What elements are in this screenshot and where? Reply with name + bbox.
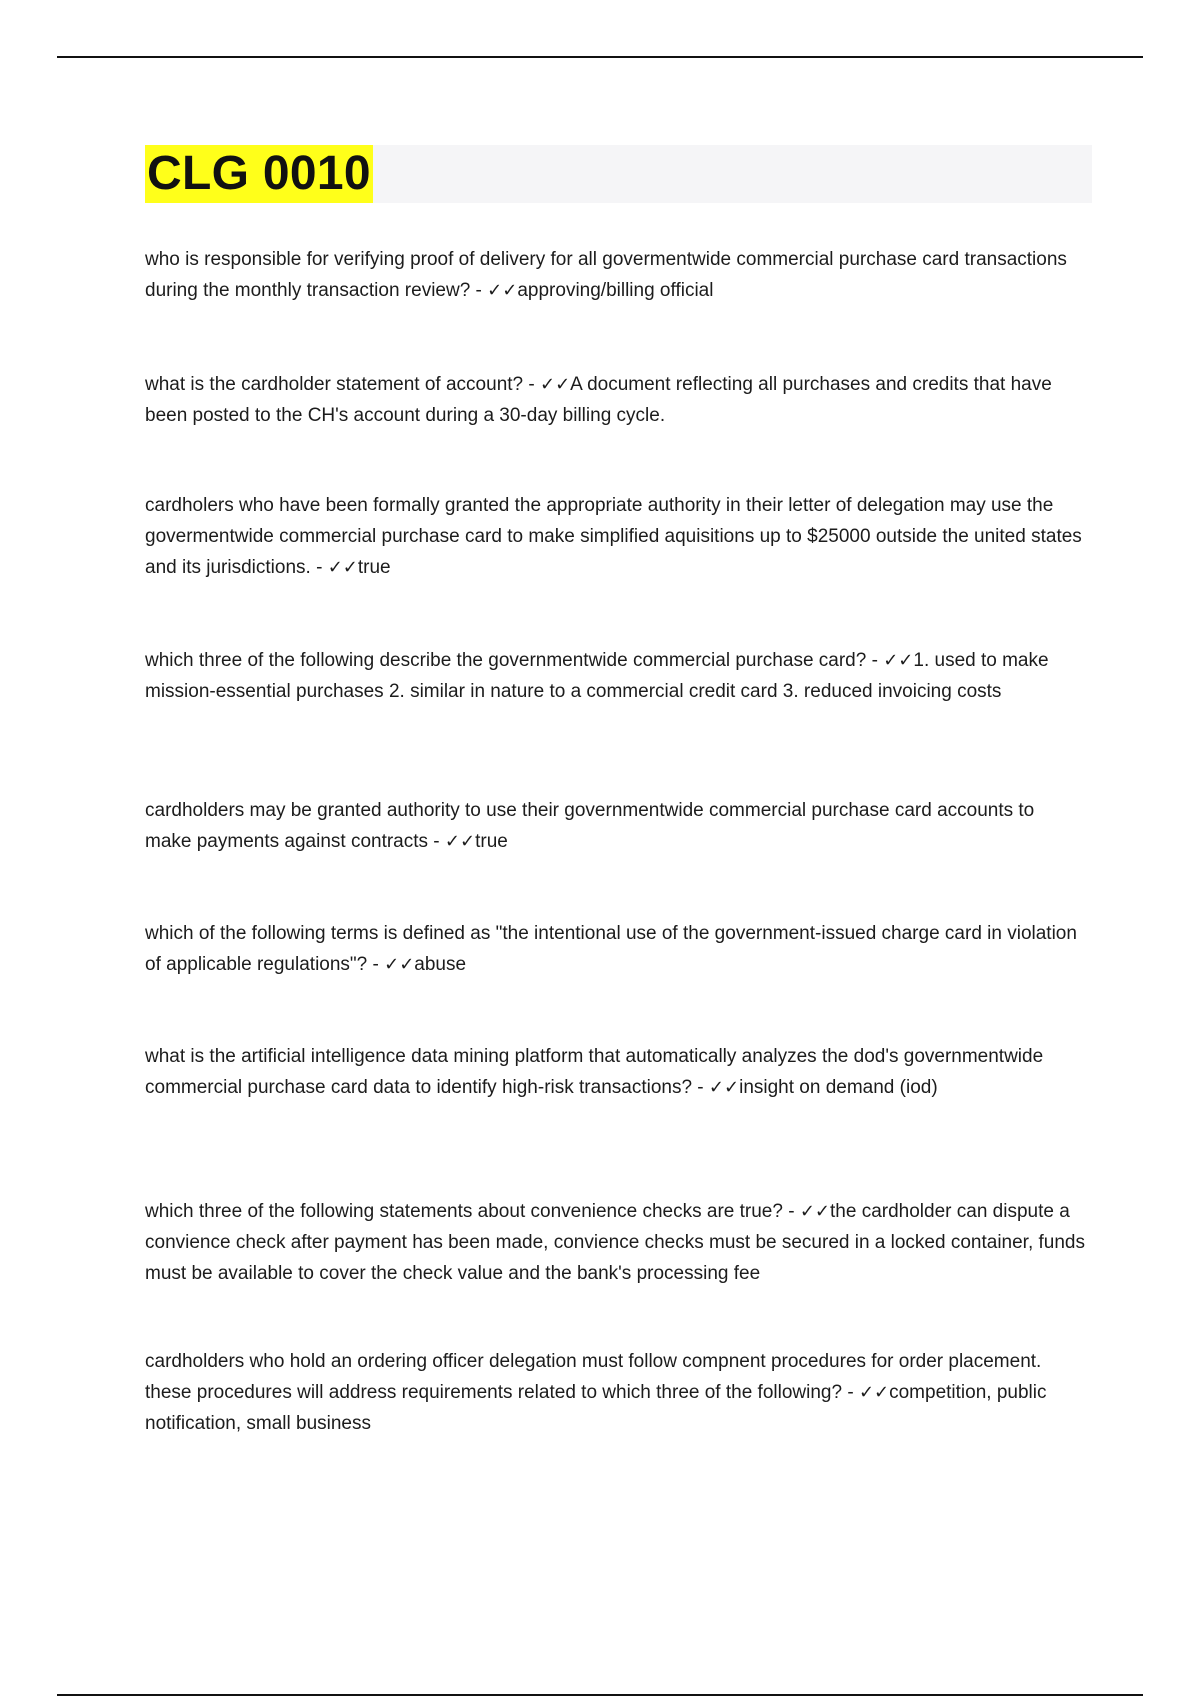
question-text: cardholders who hold an ordering officer delegation must follow compnent procedures for order placement. these procedures will address requirements related to which three of the following? - bbox=[145, 1351, 1042, 1403]
check-icon: ✓✓ bbox=[327, 557, 358, 578]
answer-text: insight on demand (iod) bbox=[739, 1077, 938, 1098]
check-icon: ✓✓ bbox=[540, 374, 571, 395]
qa-item-6 bbox=[145, 918, 1085, 980]
question-text: cardholers who have been formally granted the appropriate authority in their letter of delegation may use the govermentwide commercial purchase card to make simplified aquisitions up to $25000 outside the united states and its jurisdictions. - bbox=[145, 495, 1082, 578]
answer-text: true bbox=[357, 557, 391, 578]
question-text: which of the following terms is defined as "the intentional use of the government-issued charge card in violation of applicable regulations"? - bbox=[145, 923, 1077, 975]
bottom-rule bbox=[57, 1694, 1143, 1696]
document-title: CLG 0010 bbox=[145, 145, 373, 203]
qa-item-3 bbox=[145, 490, 1085, 583]
qa-item-7 bbox=[145, 1041, 1085, 1103]
check-icon: ✓✓ bbox=[858, 1382, 890, 1403]
answer-text: 1. used to make mission-essential purchases 2. similar in nature to a commercial credit card 3. reduced invoicing costs bbox=[145, 650, 1049, 702]
answer-text: approving/billing official bbox=[517, 280, 714, 301]
question-text: what is the artificial intelligence data mining platform that automatically analyzes the dod's governmentwide commercial purchase card data to identify high-risk transactions? - bbox=[145, 1046, 1044, 1098]
question-text: what is the cardholder statement of account? - bbox=[145, 374, 540, 395]
answer-text: competition, public notification, small business bbox=[145, 1382, 1047, 1434]
qa-item-9 bbox=[145, 1346, 1085, 1439]
answer-text: true bbox=[475, 831, 508, 852]
check-icon: ✓✓ bbox=[444, 831, 476, 852]
question-text: which three of the following describe the governmentwide commercial purchase card? - bbox=[145, 650, 884, 671]
check-icon: ✓✓ bbox=[799, 1201, 830, 1222]
check-icon: ✓✓ bbox=[487, 280, 518, 301]
answer-text: A document reflecting all purchases and credits that have been posted to the CH's account during a 30-day billing cycle. bbox=[145, 374, 1052, 426]
question-text: cardholders may be granted authority to use their governmentwide commercial purchase card accounts to make payments against contracts - bbox=[145, 800, 1035, 852]
question-text: which three of the following statements about convenience checks are true? - bbox=[145, 1201, 800, 1222]
qa-item-5 bbox=[145, 795, 1085, 857]
answer-text: abuse bbox=[414, 954, 467, 975]
answer-text: the cardholder can dispute a convience check after payment has been made, convience checks must be secured in a locked container, funds must be available to cover the check value and the bank's processing fee bbox=[145, 1201, 1085, 1284]
question-text: who is responsible for verifying proof of delivery for all govermentwide commercial purchase card transactions during the monthly transaction review? - bbox=[145, 249, 1067, 301]
qa-item-2 bbox=[145, 369, 1085, 431]
check-icon: ✓✓ bbox=[883, 650, 914, 671]
check-icon: ✓✓ bbox=[708, 1077, 740, 1098]
top-rule bbox=[57, 56, 1143, 58]
check-icon: ✓✓ bbox=[384, 954, 415, 975]
qa-item-1 bbox=[145, 244, 1085, 306]
qa-item-8 bbox=[145, 1196, 1085, 1289]
qa-item-4 bbox=[145, 645, 1085, 707]
